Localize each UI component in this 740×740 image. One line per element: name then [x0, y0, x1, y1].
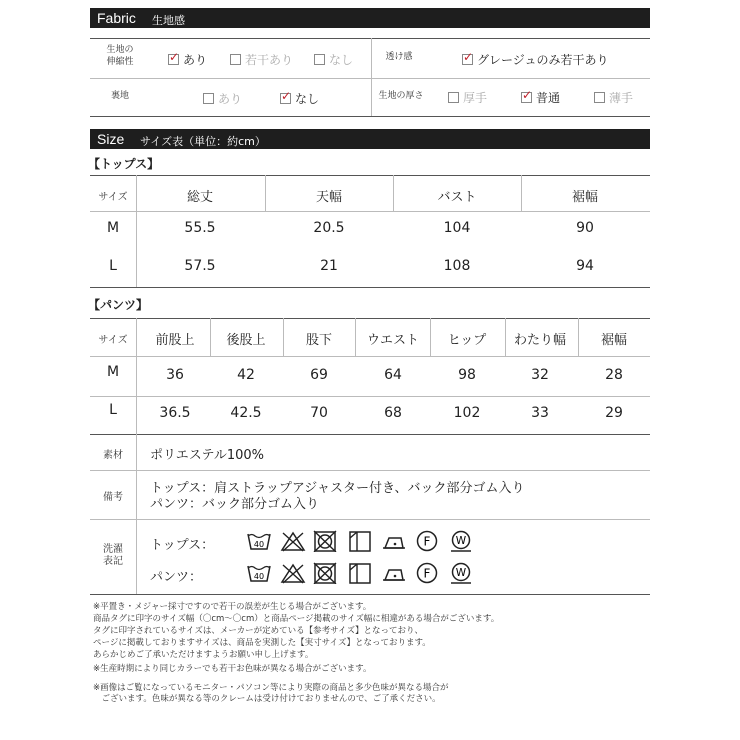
note-line: タグに印字されているサイズは、メーカーが定めている【参考サイズ】となっており、 — [93, 626, 423, 636]
pants-cell: 69 — [310, 367, 328, 383]
pants-cell: 28 — [605, 367, 623, 383]
tops-cell: 94 — [576, 258, 594, 274]
checkbox-label: あり — [183, 53, 208, 67]
tops-cell: 108 — [443, 258, 471, 274]
size-title-en: Size — [97, 131, 125, 147]
pants-cell: 68 — [384, 405, 402, 421]
checkbox-option[interactable] — [594, 89, 633, 106]
remarks-label: 備考 — [103, 492, 123, 503]
tops-cell: 55.5 — [184, 220, 216, 236]
divider — [90, 470, 650, 471]
checkbox[interactable] — [521, 92, 532, 103]
size-title-ja: サイズ表（単位：約cm） — [140, 135, 266, 148]
divider — [265, 175, 266, 211]
pants-column-header: ヒップ — [447, 333, 487, 348]
checkbox-label: 若干あり — [245, 53, 294, 67]
checkbox-label: グレージュのみ若干あり — [477, 53, 609, 67]
no-bleach-icon — [280, 562, 306, 584]
pants-cell: 70 — [310, 405, 328, 421]
tops-column-header: バスト — [437, 190, 477, 205]
divider — [136, 175, 137, 287]
pants-cell: 98 — [458, 367, 476, 383]
checkbox-option[interactable] — [448, 89, 487, 106]
pants-cell: 36.5 — [159, 405, 191, 421]
dry-clean-f-icon — [414, 530, 440, 552]
checkbox-option[interactable] — [462, 51, 609, 68]
material-label: 素材 — [103, 450, 123, 461]
remarks-line-2: パンツ：バック部分ゴム入り — [150, 497, 320, 512]
checkbox[interactable] — [203, 93, 214, 104]
checkbox[interactable] — [594, 92, 605, 103]
thickness-label: 生地の厚さ — [378, 91, 424, 101]
remarks-line-1: トップス：肩ストラップアジャスター付き、バック部分ゴム入り — [150, 481, 525, 496]
checkbox[interactable] — [314, 54, 325, 65]
pants-column-header: 股下 — [305, 333, 332, 348]
material-value: ポリエステル100% — [150, 448, 264, 463]
divider — [90, 287, 650, 288]
note-line: 商品タグに印字のサイズ幅（〇cm〜〇cm）と商品ページ掲載のサイズ幅に相違がある場合がございます。 — [93, 614, 500, 624]
pants-section-title: 【パンツ】 — [88, 298, 149, 312]
dry-clean-f-icon — [414, 562, 440, 584]
checkbox-label: あり — [218, 92, 243, 106]
tops-size-label: サイズ — [98, 192, 128, 203]
wash-40-icon — [246, 530, 272, 552]
checkbox-option[interactable] — [168, 51, 207, 68]
tops-section-title: 【トップス】 — [88, 157, 160, 171]
pants-cell: 36 — [166, 367, 184, 383]
note-line: あらかじめご了承いただけますようお願い申し上げます。 — [93, 650, 314, 660]
stretch-label: 生地の 伸縮性 — [106, 45, 134, 67]
size-header-bar — [90, 129, 650, 149]
checkbox[interactable] — [230, 54, 241, 65]
checkbox-label: なし — [329, 53, 354, 67]
pants-row-size: M — [106, 364, 120, 380]
divider — [90, 519, 650, 520]
pants-cell: 29 — [605, 405, 623, 421]
wet-clean-w-icon — [448, 562, 474, 584]
checkbox[interactable] — [168, 54, 179, 65]
divider — [90, 356, 650, 357]
pants-size-label: サイズ — [98, 335, 128, 346]
care-pants-label: パンツ： — [150, 570, 203, 585]
divider — [521, 175, 522, 211]
dry-clean-letter: F — [423, 566, 431, 581]
pants-column-header: 前股上 — [155, 333, 195, 348]
line-dry-shade-icon — [347, 562, 373, 584]
fabric-title-en: Fabric — [97, 10, 136, 26]
care-label: 洗濯 表記 — [103, 544, 123, 567]
pants-column-header: 後股上 — [226, 333, 266, 348]
checkbox-option[interactable] — [521, 89, 560, 106]
note-line: ※画像はご覧になっているモニター・パソコン等により実際の商品と多少色味が異なる場合が — [93, 683, 449, 693]
checkbox-option[interactable] — [230, 51, 293, 68]
pants-cell: 42 — [237, 367, 255, 383]
divider — [90, 594, 650, 595]
tops-cell: 20.5 — [313, 220, 345, 236]
checkbox-option[interactable] — [203, 90, 242, 107]
checkbox[interactable] — [462, 54, 473, 65]
lining-label: 裏地 — [110, 91, 129, 101]
pants-cell: 33 — [531, 405, 549, 421]
pants-row-size: L — [109, 402, 117, 418]
wash-temp-label: 40 — [253, 540, 265, 549]
wet-clean-letter: W — [455, 535, 467, 547]
sheer-label: 透け感 — [385, 52, 413, 62]
pants-cell: 32 — [531, 367, 549, 383]
tops-cell: 21 — [320, 258, 338, 274]
divider — [90, 211, 650, 212]
checkbox[interactable] — [280, 93, 291, 104]
divider — [90, 78, 650, 79]
divider — [90, 318, 650, 319]
tops-cell: 104 — [443, 220, 471, 236]
checkbox-option[interactable] — [314, 51, 353, 68]
checkbox-label: なし — [295, 92, 320, 106]
tops-row-size: M — [106, 220, 120, 236]
tops-column-header: 総丈 — [186, 190, 213, 205]
divider — [371, 38, 372, 116]
wash-40-icon — [246, 562, 272, 584]
no-tumble-dry-icon — [312, 562, 338, 584]
note-line: ※生産時期により同じカラーでも若干お色味が異なる場合がございます。 — [93, 664, 372, 674]
dry-clean-letter: F — [423, 534, 431, 549]
note-line: ※平置き・メジャー採寸ですので若干の誤差が生じる場合がございます。 — [93, 602, 372, 612]
wash-temp-label: 40 — [253, 572, 265, 581]
note-line: ページに掲載しておりますサイズは、商品を実測した【実寸サイズ】となっております。 — [93, 638, 431, 648]
tops-row-size: L — [109, 258, 117, 274]
iron-low-icon — [381, 562, 407, 584]
care-tops-label: トップス： — [150, 538, 215, 553]
checkbox[interactable] — [448, 92, 459, 103]
pants-column-header: 裾幅 — [600, 333, 627, 348]
tops-column-header: 天幅 — [315, 190, 342, 205]
divider — [90, 175, 650, 176]
divider — [393, 175, 394, 211]
wet-clean-letter: W — [455, 567, 467, 579]
fabric-title-ja: 生地感 — [152, 14, 185, 27]
divider — [90, 116, 650, 117]
checkbox-option[interactable] — [280, 90, 319, 107]
checkbox-label: 普通 — [536, 91, 561, 105]
pants-column-header: ウエスト — [366, 333, 419, 348]
pants-cell: 102 — [453, 405, 481, 421]
tops-cell: 57.5 — [184, 258, 216, 274]
tops-column-header: 裾幅 — [571, 190, 598, 205]
divider — [90, 434, 650, 435]
wet-clean-w-icon — [448, 530, 474, 552]
divider — [90, 396, 650, 397]
checkbox-label: 薄手 — [609, 91, 634, 105]
note-line: ございます。色味が異なる等のクレームは受け付けておりませんので、ご了承ください。 — [93, 694, 441, 704]
no-bleach-icon — [280, 530, 306, 552]
pants-column-header: わたり幅 — [513, 333, 566, 348]
line-dry-shade-icon — [347, 530, 373, 552]
checkbox-label: 厚手 — [463, 91, 488, 105]
tops-cell: 90 — [576, 220, 594, 236]
pants-cell: 64 — [384, 367, 402, 383]
divider — [90, 38, 650, 39]
iron-low-icon — [381, 530, 407, 552]
pants-cell: 42.5 — [230, 405, 262, 421]
fabric-header-bar — [90, 8, 650, 28]
no-tumble-dry-icon — [312, 530, 338, 552]
divider — [136, 434, 137, 594]
